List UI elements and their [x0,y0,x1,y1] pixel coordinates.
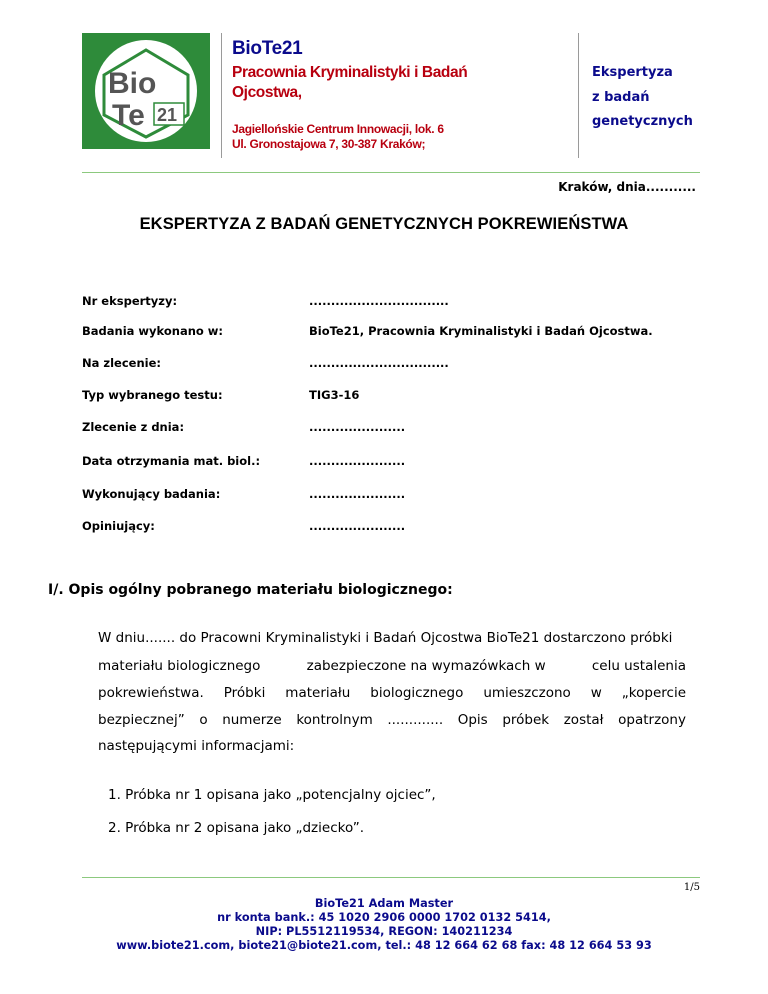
section-title: I/. Opis ogólny pobranego materiału biologicznego: [48,582,453,598]
footer-contact: www.biote21.com, biote21@biote21.com, tel.: 48 12 664 62 68 fax: 48 12 664 53 93 [116,939,652,952]
field-value-performed-at: BioTe21, Pracownia Kryminalistyki i Badań Ojcostwa. [309,324,653,338]
paragraph-word: został [563,712,604,728]
lab-name-line1: Pracownia Kryminalistyki i Badań [232,64,468,81]
footer-company: BioTe21 Adam Master [314,897,454,910]
company-logo [82,33,210,149]
field-label-expertise-number: Nr ekspertyzy: [82,294,178,308]
doc-type-line2: z badań [592,90,650,105]
field-value-reviewer: ...................... [309,519,406,533]
brand-name: BioTe21 [232,38,303,59]
field-value-performer: ...................... [309,487,406,501]
paragraph-word: numerze [222,712,282,728]
paragraph-word: celu ustalenia [591,658,686,674]
document-title: EKSPERTYZA Z BADAŃ GENETYCZNYCH POKREWIEŃSTWA [139,215,629,233]
paragraph-line4 [98,712,686,728]
paragraph-word: ............. [387,712,444,728]
paragraph-word: materiału biologicznego [98,658,261,674]
field-label-reviewer: Opiniujący: [82,519,155,533]
list-item: 2. Próbka nr 2 opisana jako „dziecko”. [108,820,365,836]
paragraph-word: pokrewieństwa. [98,685,204,701]
field-value-test-type: TIG3-16 [309,388,360,402]
paragraph-line1: W dniu....... do Pracowni Kryminalistyki i Badań Ojcostwa BioTe21 dostarczono próbki [98,630,673,646]
paragraph-word: materiału [285,685,351,701]
lab-name-line2: Ojcostwa, [232,84,302,101]
field-value-material-received: ...................... [309,454,406,468]
field-value-ordered-by: ................................ [309,356,449,370]
footer-separator [82,877,700,878]
field-value-expertise-number: ................................ [309,294,449,308]
paragraph-word: umieszczono [483,685,571,701]
svg-text:21: 21 [157,105,178,125]
paragraph-word: bezpiecznej” [98,712,185,728]
field-value-order-date: ...................... [309,420,406,434]
header-separator [82,172,700,173]
paragraph-word: o [199,712,208,728]
doc-type-line1: Ekspertyza [592,65,673,80]
field-label-material-received: Data otrzymania mat. biol.: [82,454,261,468]
field-label-performer: Wykonujący badania: [82,487,221,501]
field-label-performed-at: Badania wykonano w: [82,324,224,338]
paragraph-line2 [98,658,686,674]
svg-text:Te: Te [112,99,145,132]
field-label-order-date: Zlecenie z dnia: [82,420,185,434]
paragraph-word: w [590,685,602,701]
doc-type-line3: genetycznych [592,114,693,129]
svg-text:Bio: Bio [108,67,157,100]
paragraph-line3 [98,685,686,701]
logo-graphic [82,33,210,149]
footer-tax-ids: NIP: PL5512119534, REGON: 140211234 [255,925,513,938]
field-label-ordered-by: Na zlecenie: [82,356,161,370]
paragraph-word: próbek [502,712,550,728]
page-number: 1/5 [683,882,700,893]
paragraph-word: biologicznego [370,685,464,701]
city-date: Kraków, dnia........... [558,180,696,194]
paragraph-word: „kopercie [621,685,686,701]
paragraph-word: kontrolnym [296,712,373,728]
paragraph-word: zabezpieczone na wymazówkach w [306,658,546,674]
header-divider-left [221,33,222,158]
list-item: 1. Próbka nr 1 opisana jako „potencjalny ojciec”, [108,787,436,803]
address-line2: Ul. Gronostajowa 7, 30-387 Kraków; [232,137,426,151]
paragraph-word: Próbki [223,685,266,701]
paragraph-line5: następującymi informacjami: [98,738,295,754]
paragraph-word: Opis [457,712,488,728]
header-divider-right [578,33,579,158]
footer-bank-account: nr konta bank.: 45 1020 2906 0000 1702 0132 5414, [217,911,551,924]
paragraph-word: opatrzony [618,712,686,728]
field-label-test-type: Typ wybranego testu: [82,388,223,402]
address-line1: Jagiellońskie Centrum Innowacji, lok. 6 [232,122,444,136]
